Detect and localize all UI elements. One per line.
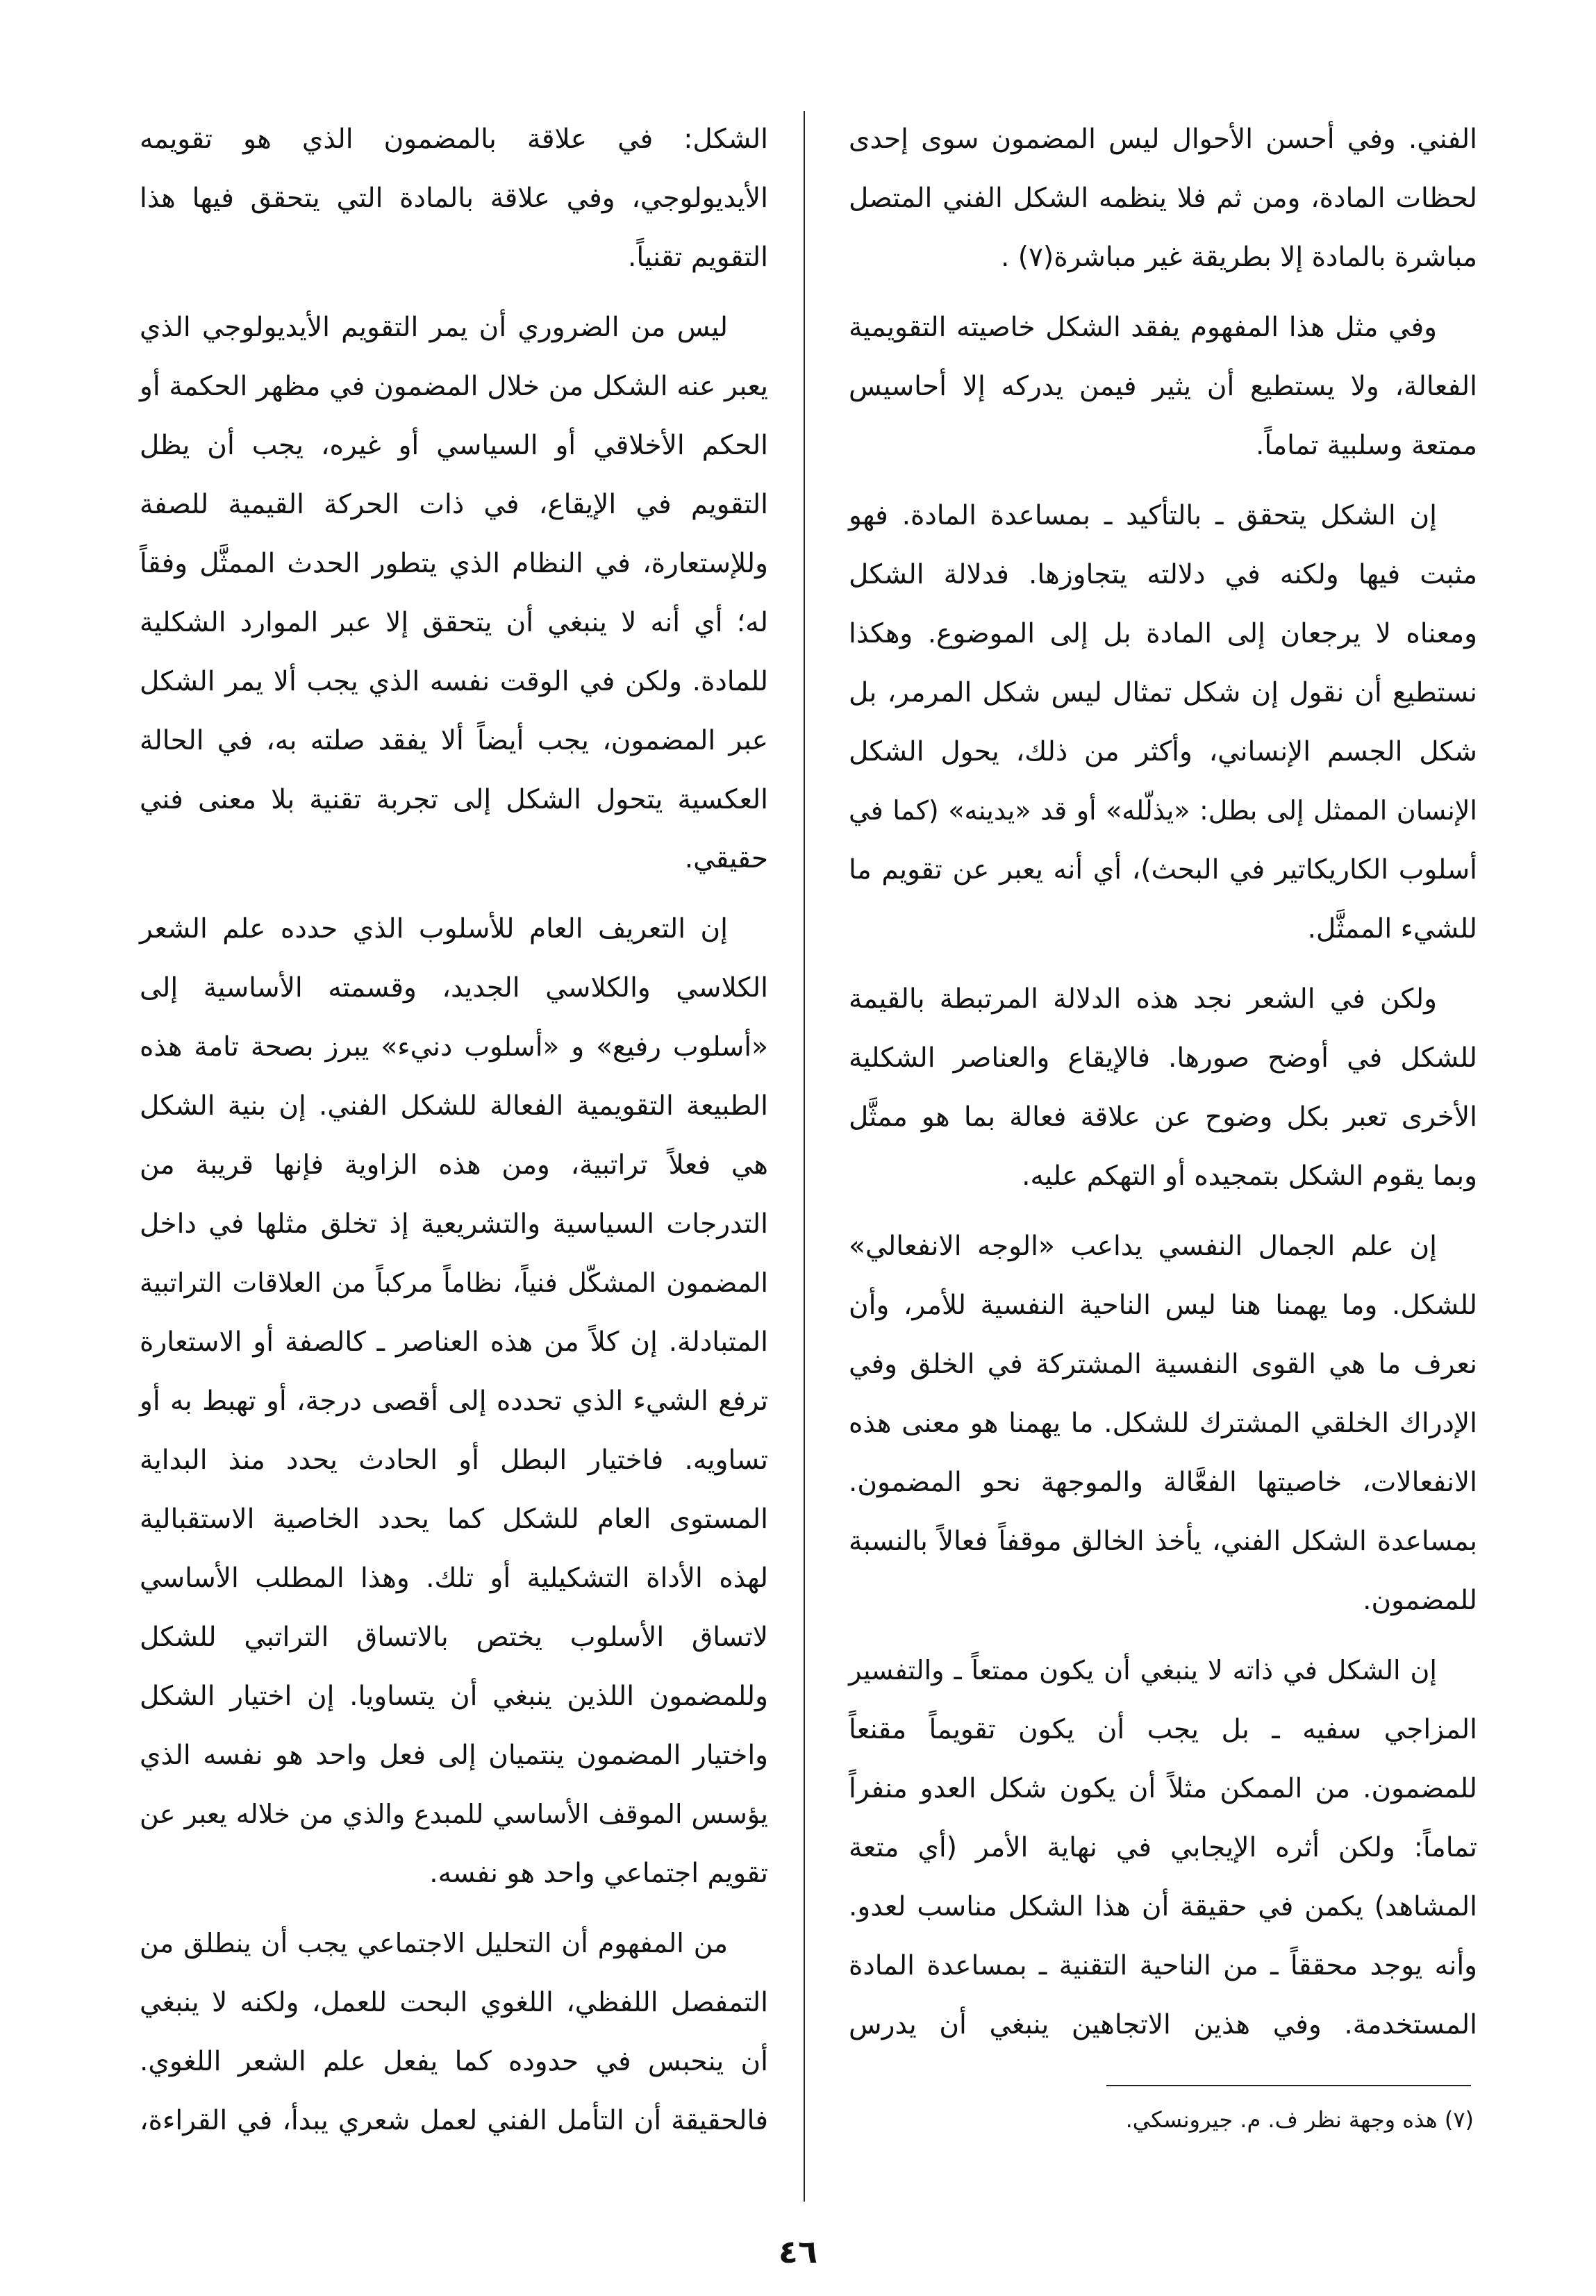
paragraph (140, 298, 768, 888)
paragraph (140, 1914, 768, 2150)
text-line: تماماً: ولكن أثره الإيجابي في نهاية الأمر (أي متعة (849, 1832, 1477, 1863)
text-line: مثبت فيها ولكنه في دلالته يتجاوزها. فدلالة الشكل (849, 559, 1477, 590)
text-line: الأيديولوجي، وفي علاقة بالمادة التي يتحقق فيها هذا (140, 183, 768, 214)
text-line: وأنه يوجد محققاً ـ من الناحية التقنية ـ بمساعدة المادة (849, 1950, 1477, 1981)
text-line: التدرجات السياسية والتشريعية إذ تخلق مثلها في داخل (140, 1208, 768, 1240)
text-line: التمفصل اللفظي، اللغوي البحت للعمل، ولكنه لا ينبغي (140, 1987, 768, 2018)
text-line: للمادة. ولكن في الوقت نفسه الذي يجب ألا يمر الشكل (140, 666, 768, 697)
text-line: لحظات المادة، ومن ثم فلا ينظمه الشكل الفني المتصل (849, 183, 1477, 214)
text-line: المضمون المشكّل فنياً، نظاماً مركباً من العلاقات التراتبية (140, 1267, 768, 1298)
text-line: من المفهوم أن التحليل الاجتماعي يجب أن ينطلق من (140, 1928, 728, 1958)
text-line: يعبر عنه الشكل من خلال المضمون في مظهر الحكمة أو (140, 371, 768, 402)
footnote-rule (1106, 2085, 1471, 2086)
text-line: للشكل في أوضح صورها. فالإيقاع والعناصر الشكلية (849, 1042, 1477, 1074)
text-line: التقويم في الإيقاع، في ذات الحركة القيمية للصفة (140, 489, 768, 520)
text-line: العكسية يتحول الشكل إلى تجربة تقنية بلا معنى فني (140, 784, 768, 815)
text-line: إن الشكل في ذاته لا ينبغي أن يكون ممتعاً ـ والتفسير (849, 1655, 1437, 1686)
text-line: أسلوب الكاريكاتير في البحث)، أي أنه يعبر عن تقويم ما (849, 854, 1477, 885)
text-line: المشاهد) يكمن في حقيقة أن هذا الشكل مناسب لعدو. (849, 1891, 1477, 1922)
text-line: الانفعالات، خاصيتها الفعَّالة والموجهة نحو المضمون. (849, 1467, 1477, 1498)
right-text-column (849, 110, 1477, 2065)
text-line: فالحقيقة أن التأمل الفني لعمل شعري يبدأ، في القراءة، (140, 2105, 768, 2136)
text-line: الشكل: في علاقة بالمضمون الذي هو تقويمه (140, 124, 768, 155)
column-divider (804, 111, 805, 2202)
text-line: للشكل. وما يهمنا هنا ليس الناحية النفسية للأمر، وأن (849, 1290, 1477, 1321)
text-line: هي فعلاً تراتبية، ومن هذه الزاوية فإنها قريبة من (140, 1149, 768, 1181)
text-line: تقويم اجتماعي واحد هو نفسه. (429, 1858, 768, 1889)
text-line: المزاجي سفيه ـ بل يجب أن يكون تقويماً مقنعاً (849, 1714, 1477, 1745)
text-line: وللمضمون اللذين ينبغي أن يتساويا. إن اختيار الشكل (140, 1681, 768, 1712)
paragraph (849, 110, 1477, 287)
text-line: ليس من الضروري أن يمر التقويم الأيديولوجي الذي (140, 312, 728, 343)
text-line: إن التعريف العام للأسلوب الذي حدده علم الشعر (140, 913, 728, 945)
text-line: للشيء الممثَّل. (1307, 913, 1477, 945)
text-line: وللإستعارة، في النظام الذي يتطور الحدث الممثَّل وفقاً (140, 548, 768, 579)
paragraph (849, 486, 1477, 958)
text-line: نعرف ما هي القوى النفسية المشتركة في الخلق وفي (849, 1349, 1477, 1380)
text-line: للمضمون. من الممكن مثلاً أن يكون شكل العدو منفراً (849, 1773, 1477, 1804)
paragraph (849, 1641, 1477, 2054)
text-line: نستطيع أن نقول إن شكل تمثال ليس شكل المرمر، بل (849, 677, 1477, 708)
text-line: ومعناه لا يرجعان إلى المادة بل إلى الموضوع. وهكذا (849, 618, 1477, 649)
text-line: له؛ أي أنه لا ينبغي أن يتحقق إلا عبر الموارد الشكلية (140, 607, 768, 638)
text-line: واختيار المضمون ينتميان إلى فعل واحد هو نفسه الذي (140, 1740, 768, 1771)
text-line: «أسلوب رفيع» و «أسلوب دنيء» يبرز بصحة تامة هذه (140, 1031, 768, 1063)
text-line: المستخدمة. وفي هذين الاتجاهين ينبغي أن يدرس (849, 2009, 1477, 2040)
paragraph (849, 298, 1477, 475)
text-line: بمساعدة الشكل الفني، يأخذ الخالق موقفاً فعالاً بالنسبة (849, 1526, 1477, 1557)
text-line: الكلاسي والكلاسي الجديد، وقسمته الأساسية إلى (140, 972, 768, 1004)
text-line: وبما يقوم الشكل بتمجيده أو التهكم عليه. (1022, 1161, 1477, 1192)
paragraph (140, 110, 768, 287)
text-line: الطبيعة التقويمية الفعالة للشكل الفني. إن بنية الشكل (140, 1090, 768, 1122)
left-text-column (140, 110, 768, 2161)
paragraph (140, 899, 768, 1903)
text-line: يؤسس الموقف الأساسي للمبدع والذي من خلاله يعبر عن (140, 1799, 768, 1829)
text-line: المتبادلة. إن كلاً من هذه العناصر ـ كالصفة أو الاستعارة (140, 1326, 768, 1358)
text-line: تساويه. فاختيار البطل أو الحادث يحدد منذ البداية (140, 1445, 768, 1476)
paragraph (849, 1217, 1477, 1630)
page-number: ٤٦ (778, 2233, 818, 2270)
text-line: الفني. وفي أحسن الأحوال ليس المضمون سوى إحدى (849, 124, 1477, 155)
text-line: مباشرة بالمادة إلا بطريقة غير مباشرة(٧) . (1001, 242, 1477, 273)
text-line: حقيقي. (684, 843, 768, 874)
text-line: الإنسان الممثل إلى بطل: «يذلّله» أو قد «يدينه» (كما في (849, 795, 1477, 826)
text-line: شكل الجسم الإنساني، وأكثر من ذلك، يحول الشكل (849, 736, 1477, 767)
text-line: الفعالة، ولا يستطيع أن يثير فيمن يدركه إلا أحاسيس (849, 371, 1477, 402)
paragraph (849, 970, 1477, 1206)
text-line: لهذه الأداة التشكيلية أو تلك. وهذا المطلب الأساسي (140, 1563, 768, 1594)
text-line: عبر المضمون، يجب أيضاً ألا يفقد صلته به، في الحالة (140, 725, 768, 756)
text-line: ولكن في الشعر نجد هذه الدلالة المرتبطة بالقيمة (849, 983, 1437, 1015)
footnote: (٧) هذه وجهة نظر ف. م. جيرونسكي. (1125, 2106, 1474, 2133)
text-line: الأخرى تعبر بكل وضوح عن علاقة فعالة بما هو ممثَّل (849, 1101, 1477, 1133)
text-line: وفي مثل هذا المفهوم يفقد الشكل خاصيته التقويمية (849, 312, 1437, 343)
text-line: الحكم الأخلاقي أو السياسي أو غيره، يجب أن يظل (140, 430, 768, 461)
text-line: ممتعة وسلبية تماماً. (1255, 430, 1477, 461)
text-line: المستوى العام للشكل كما يحدد الخاصية الاستقبالية (140, 1504, 768, 1535)
text-line: إن الشكل يتحقق ـ بالتأكيد ـ بمساعدة المادة. فهو (849, 500, 1437, 531)
text-line: للمضمون. (1363, 1585, 1477, 1616)
text-line: التقويم تقنياً. (628, 242, 768, 273)
text-line: لاتساق الأسلوب يختص بالاتساق التراتبي للشكل (140, 1622, 768, 1653)
text-line: إن علم الجمال النفسي يداعب «الوجه الانفعالي» (849, 1231, 1437, 1262)
text-line: ترفع الشيء الذي تحدده إلى أقصى درجة، أو تهبط به أو (140, 1386, 768, 1417)
text-line: أن ينحبس في حدوده كما يفعل علم الشعر اللغوي. (140, 2046, 768, 2077)
text-line: الإدراك الخلقي المشترك للشكل. ما يهمنا هو معنى هذه (849, 1408, 1477, 1439)
